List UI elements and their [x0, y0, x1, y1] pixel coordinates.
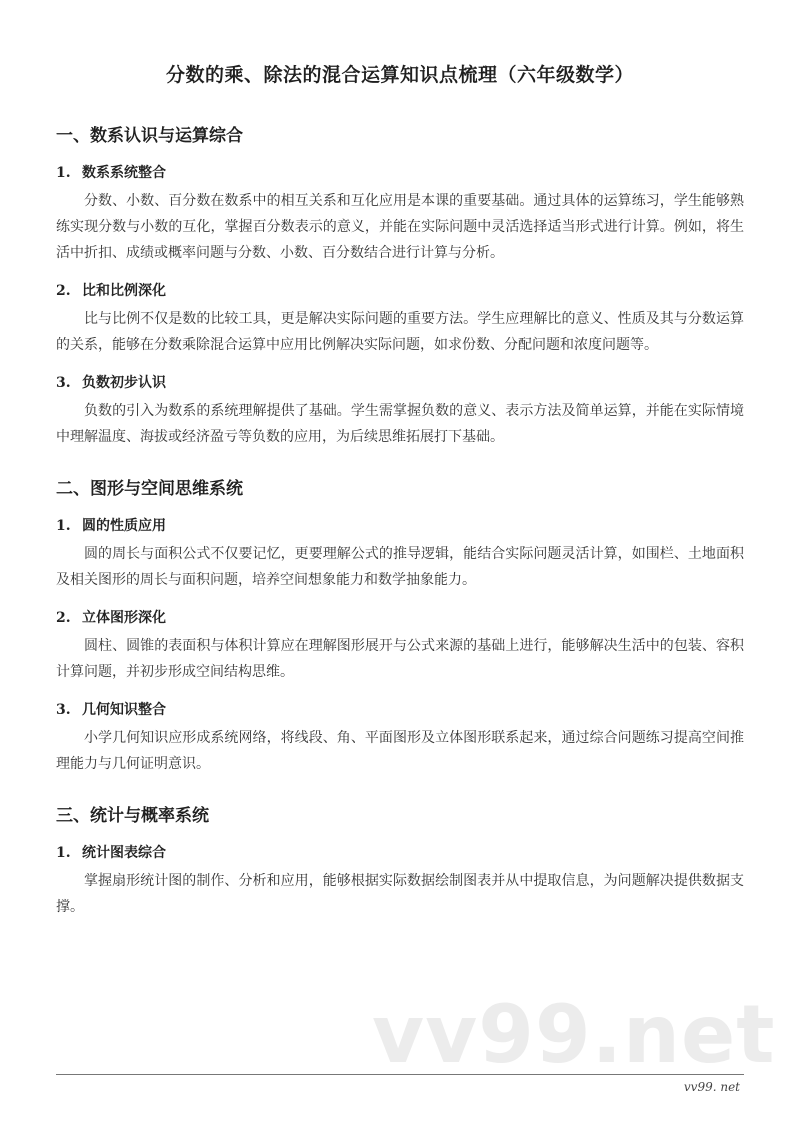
- paragraph: 圆的周长与面积公式不仅要记忆，更要理解公式的推导逻辑，能结合实际问题灵活计算，如围栏、土地面积及相关图形的周长与面积问题，培养空间想象能力和数学抽象能力。: [56, 546, 744, 588]
- section-number-system: [56, 121, 744, 450]
- subsection-number: 3.: [56, 702, 71, 718]
- subsection-heading: [56, 280, 744, 300]
- subsection-number: 1.: [56, 518, 71, 534]
- subsection: [56, 280, 744, 358]
- subsection-heading: [56, 842, 744, 862]
- subsection-title: 数系系统整合: [82, 165, 166, 181]
- footer-site-label: vv99. net: [683, 1080, 740, 1094]
- subsection: [56, 162, 744, 266]
- section-geometry: [56, 474, 744, 777]
- paragraph: 小学几何知识应形成系统网络，将线段、角、平面图形及立体图形联系起来，通过综合问题练习提高空间推理能力与几何证明意识。: [56, 730, 744, 772]
- subsection-title: 统计图表综合: [82, 845, 166, 861]
- paragraph: 分数、小数、百分数在数系中的相互关系和互化应用是本课的重要基础。通过具体的运算练习，学生能够熟练实现分数与小数的互化，掌握百分数表示的意义，并能在实际问题中灵活选择适当形式进行计算。例如，将生活中折扣、成绩或概率问题与分数、小数、百分数结合进行计算与分析。: [56, 193, 744, 261]
- subsection-number: 2.: [56, 610, 71, 626]
- subsection-heading: [56, 515, 744, 535]
- paragraph: 掌握扇形统计图的制作、分析和应用，能够根据实际数据绘制图表并从中提取信息，为问题解决提供数据支撑。: [56, 873, 744, 915]
- paragraph: 比与比例不仅是数的比较工具，更是解决实际问题的重要方法。学生应理解比的意义、性质及其与分数运算的关系，能够在分数乘除混合运算中应用比例解决实际问题，如求份数、分配问题和浓度问题等。: [56, 311, 744, 353]
- page-title: 分数的乘、除法的混合运算知识点梳理（六年级数学）: [165, 64, 634, 86]
- subsection: [56, 699, 744, 777]
- subsection-number: 2.: [56, 283, 71, 299]
- section-heading: 三、统计与概率系统: [56, 806, 209, 826]
- subsection-heading: [56, 607, 744, 627]
- footer-divider: [56, 1074, 744, 1075]
- subsection: [56, 607, 744, 685]
- subsection-title: 比和比例深化: [82, 283, 166, 299]
- document-page: [56, 60, 744, 944]
- subsection-number: 3.: [56, 375, 71, 391]
- paragraph: 负数的引入为数系的系统理解提供了基础。学生需掌握负数的意义、表示方法及简单运算，并能在实际情境中理解温度、海拔或经济盈亏等负数的应用，为后续思维拓展打下基础。: [56, 403, 744, 445]
- subsection: [56, 515, 744, 593]
- subsection-title: 几何知识整合: [82, 702, 166, 718]
- subsection: [56, 372, 744, 450]
- subsection-title: 立体图形深化: [82, 610, 166, 626]
- watermark: vv99.net: [372, 988, 776, 1081]
- subsection-heading: [56, 372, 744, 392]
- subsection: [56, 842, 744, 920]
- subsection-heading: [56, 699, 744, 719]
- subsection-title: 负数初步认识: [82, 375, 166, 391]
- subsection-number: 1.: [56, 165, 71, 181]
- subsection-title: 圆的性质应用: [82, 518, 166, 534]
- subsection-heading: [56, 162, 744, 182]
- section-statistics: [56, 801, 744, 920]
- paragraph: 圆柱、圆锥的表面积与体积计算应在理解图形展开与公式来源的基础上进行，能够解决生活中的包装、容积计算问题，并初步形成空间结构思维。: [56, 638, 744, 680]
- subsection-number: 1.: [56, 845, 71, 861]
- section-heading: 一、数系认识与运算综合: [56, 126, 243, 146]
- section-heading: 二、图形与空间思维系统: [56, 479, 243, 499]
